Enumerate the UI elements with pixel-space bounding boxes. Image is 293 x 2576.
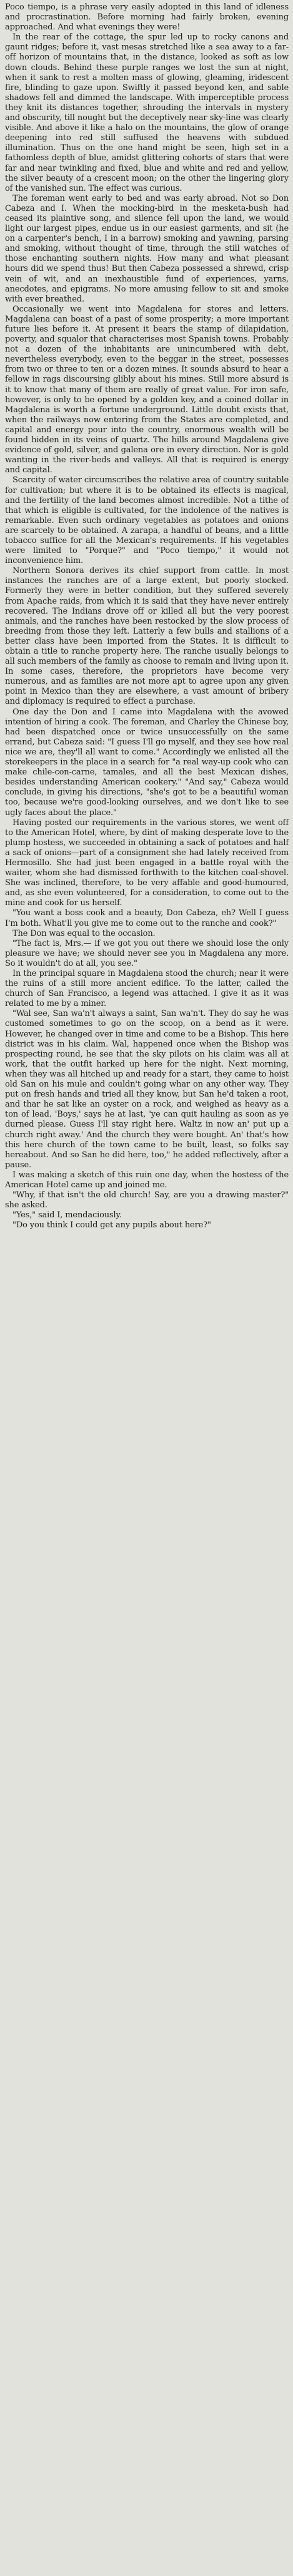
- article-paragraph: "Why, if that isn't the old church! Say, are you a drawing master?" she asked.: [5, 1190, 289, 1210]
- article-paragraph: The Don was equal to the occasion.: [12, 928, 156, 938]
- article-paragraph: One day the Don and I came into Magdalena with the avowed intention of hiring a cook. The foreman, and Charley the Chinese boy, had been dispatched once or twice unsuccessfully on the same errand, but Cabeza said: "I guess I'll go myself, and they see how real nice we are, they'll all want to come." Accordingly we enlisted all the storekeepers in the place in a search for "a real way-up cook who can make chile-con-carne, tamales, and all the best Mexican dishes, besides understanding American cookery." "And say," Cabeza would conclude, in giving his directions, "she's got to be a beautiful woman too, because we're good-looking ourselves, and we don't like to see ugly faces about the place.": [5, 707, 289, 818]
- article-paragraph: "Yes," said I, mendaciously.: [12, 1210, 122, 1220]
- article-paragraph: "Do you think I could get any pupils about here?": [12, 1220, 211, 1230]
- article-paragraph: "Wal see, San wa'n't always a saint, San wa'n't. They do say he was customed sometimes to go on the scoop, on a bend as it were. However, he changed over in time and come to be a Bishop. This here district was in his claim. Wal, happened once when the Bishop was prospecting round, he see that the sky pilots on his claim was all at work, that the outfit harked up here for the night. Next morning, when they was all hitched up and ready for a start, they came to hoist old San on his mule and couldn't going whar on any other way. They put on fresh hands and tried all they know, but San he'd taken a root, and thar he sat like an oyster on a rock, and weighed as heavy as a ton of lead. 'Boys,' says he at last, 'ye can quit hauling as soon as ye durned please. Guess I'll stay right here. Waltz in now an' put up a church right away.' And the church they were bought. An' that's how this here church of the town came to be built, least, so folks say hereabout. And so San he did here, too," he added reflectively, after a pause.: [5, 1009, 289, 1170]
- article-paragraph: "You want a boss cook and a beauty, Don Cabeza, eh? Well I guess I'm both. What'll you give me to come out to the ranche and cook?": [5, 908, 289, 928]
- article-paragraph: Scarcity of water circumscribes the relative area of country suitable for cultivation; but where it is to be obtained its effects is magical, and the fertility of the land becomes almost incredible. Not a tithe of that which is eligible is cultivated, for the indolence of the natives is remarkable. Even such ordinary vegetables as potatoes and onions are scarcely to be obtained. A zarapa, a handful of beans, and a little tobacco suffice for all the Mexican's requirements. If his vegetables were limited to "Porque?" and "Poco tiempo," it would not inconvenience him.: [5, 475, 289, 566]
- article-paragraph: In the rear of the cottage, the spur led up to rocky canons and gaunt ridges; before it, vast mesas stretched like a sea away to a far-off horizon of mountains that, in the distance, looked as soft as low down clouds. Behind these purple ranges we lost the sun at night, when it sank to rest a molten mass of glowing, gleaming, iridescent fire, blinding to gaze upon. Swiftly it passed beyond ken, and sable shadows fell and dimmed the landscape. With imperceptible process they knit its distances together, shrouding the intervals in mystery and obscurity, till nought but the deceptively near sky-line was clearly visible. And above it like a halo on the mountains, the glow of orange deepening into red still suffused the heavens with subdued illumination. Thus on the one hand might be seen, high set in a fathomless depth of blue, amidst glittering cohorts of stars that were far and near twinkling and fixed, blue and white and red and yellow, the silver beauty of a crescent moon; on the other the lingering glory of the vanished sun. The effect was curious.: [5, 33, 289, 193]
- article-paragraph: Occasionally we went into Magdalena for stores and letters. Magdalena can boast of a past of some prosperity; a more important future lies before it. At present it bears the stamp of dilapidation, poverty, and squalor that characterises most Spanish towns. Probably not a dozen of the inhabitants are unincumbered with debt, nevertheless everybody, even to the beggar in the street, possesses from two or three to ten or a dozen mines. It sounds absurd to hear a fellow in rags discoursing glibly about his mines. Still more absurd is it to know that many of them are really of great value. For iron safe, however, is only to be opened by a golden key, and a coined dollar in Magdalena is worth a fortune underground. Little doubt exists that, when the railways now entering from the States are completed, and capital and energy pour into the country, enormous wealth will be found hidden in its veins of quartz. The hills around Magdalena give evidence of gold, silver, and galena ore in every direction. Nor is gold wanting in the river-beds and valleys. All that is required is energy and capital.: [5, 304, 289, 475]
- article-paragraph: "The fact is, Mrs.— if we got you out there we should lose the only pleasure we have; we should never see you in Magdalena any more. So it wouldn't do at all, you see.": [5, 938, 289, 968]
- article-paragraph: Having posted our requirements in the various stores, we went off to the American Hotel, where, by dint of making desperate love to the plump hostess, we succeeded in obtaining a sack of potatoes and half a sack of onions—part of a consignment she had lately received from Hermosillo. She had just been engaged in a battle royal with the waiter, whom she had dismissed forthwith to the kitchen coal-shovel. She was inclined, therefore, to be very affable and good-humoured, and, as she even volunteered, for a consideration, to come out to the mine and cook for us herself.: [5, 818, 289, 908]
- article-text-column: [5, 3, 289, 1230]
- article-paragraph: Poco tiempo, is a phrase very easily adopted in this land of idleness and procrastination. Before morning had fairly broken, evening approached. And what evenings they were!: [5, 3, 289, 33]
- article-paragraph: I was making a sketch of this ruin one day, when the hostess of the American Hotel came up and joined me.: [5, 1170, 289, 1190]
- article-paragraph: Northern Sonora derives its chief support from cattle. In most instances the ranches are of a large extent, but poorly stocked. Formerly they were in better condition, but they suffered severely from Apache raids, from which it is said that they have never entirely recovered. The Indians drove off or killed all but the very poorest animals, and the ranches have been restocked by the slow process of breeding from those they left. Latterly a few bulls and stallions of a better class have been imported from the States. It is difficult to obtain a title to ranche property here. The ranche usually belongs to all such members of the family as choose to remain and living upon it. In some cases, therefore, the proprietors have become very numerous, and as families are not more apt to agree upon any given point in Mexico than they are elsewhere, a vast amount of bribery and diplomacy is required to effect a purchase.: [5, 566, 289, 707]
- article-paragraph: In the principal square in Magdalena stood the church; near it were the ruins of a still more ancient edifice. To the latter, called the church of San Francisco, a legend was attached. I give it as it was related to me by a miner.: [5, 969, 289, 1009]
- article-paragraph: The foreman went early to bed and was early abroad. Not so Don Cabeza and I. When the mocking-bird in the mesketa-bush had ceased its plaintive song, and silence fell upon the land, we would light our largest pipes, endue us in our easiest garments, and sit (he on a carpenter's bench, I in a barrow) smoking and yawning, parsing and smoking, without thought of time, through the still watches of those enchanting southern nights. How many and what pleasant hours did we spend thus! But then Cabeza possessed a shrewd, crisp vein of wit, and an inexhaustible fund of experiences, yarns, anecdotes, and epigrams. No more amusing fellow to sit and smoke with ever breathed.: [5, 193, 289, 304]
